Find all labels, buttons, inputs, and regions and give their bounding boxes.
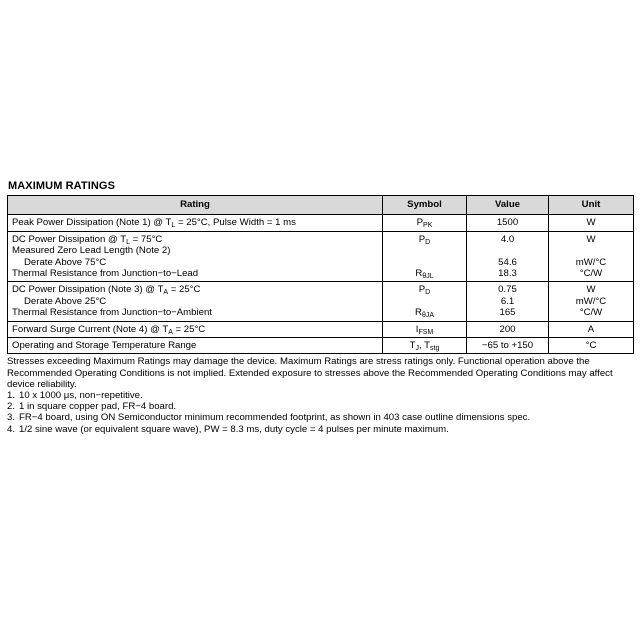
table-row bbox=[8, 321, 634, 337]
unit-cell: W mW/°C °C/W bbox=[549, 231, 634, 282]
rating-cell: DC Power Dissipation @ $T_L = 75^\circ C$ Measured Zero Lead Length (Note 2) Derate Above 75°C Thermal Resistance from Junction−to−Lead bbox=[8, 231, 383, 282]
symbol-cell: $P_D$ $R_{\theta JA}$ bbox=[383, 282, 467, 321]
footnote-item: 2. 1 in square copper pad, FR−4 board. bbox=[7, 401, 177, 413]
section-title: MAXIMUM RATINGS bbox=[8, 180, 116, 192]
value-cell: 4.0 54.6 18.3 bbox=[467, 231, 549, 282]
maximum-ratings-table bbox=[7, 195, 634, 354]
unit-cell: W mW/°C °C/W bbox=[549, 282, 634, 321]
footnotes bbox=[7, 356, 633, 434]
symbol-cell: $I_{FSM}$ bbox=[383, 321, 467, 337]
value-cell: −65 to +150 bbox=[467, 338, 549, 354]
footnote-item: 1. 10 x 1000 μs, non−repetitive. bbox=[7, 390, 143, 402]
unit-cell: W bbox=[549, 215, 634, 231]
table-row bbox=[8, 231, 634, 282]
value-cell: 1500 bbox=[467, 215, 549, 231]
column-header-unit: Unit bbox=[549, 196, 634, 215]
stress-note: Stresses exceeding Maximum Ratings may damage the device. Maximum Ratings are stress ratings only. Functional operation above the Recommended Operating Conditions is not implied. Extended exposure to stresses above the Recommended Operating Conditions may affect device reliability. bbox=[7, 356, 613, 390]
symbol-cell: $P_{PK}$ bbox=[383, 215, 467, 231]
rating-cell: DC Power Dissipation (Note 3) @ $T_A = 25^\circ C$ Derate Above 25°C Thermal Resistance from Junction−to−Ambient bbox=[8, 282, 383, 321]
column-header-value: Value bbox=[467, 196, 549, 215]
rating-cell: Forward Surge Current (Note 4) @ $T_A = 25^\circ C$ bbox=[8, 321, 383, 337]
column-header-rating: Rating bbox=[8, 196, 383, 215]
column-header-symbol: Symbol bbox=[383, 196, 467, 215]
unit-cell: °C bbox=[549, 338, 634, 354]
table-row bbox=[8, 338, 634, 354]
symbol-cell: $T_J$, $T_{stg}$ bbox=[383, 338, 467, 354]
value-cell: 0.75 6.1 165 bbox=[467, 282, 549, 321]
rating-cell: Peak Power Dissipation (Note 1) @ $T_L = 25^\circ C$, Pulse Width = 1 ms bbox=[8, 215, 383, 231]
table-header-row bbox=[8, 196, 634, 215]
symbol-cell: $P_D$ $R_{\theta JL}$ bbox=[383, 231, 467, 282]
datasheet-section bbox=[7, 180, 633, 435]
table-row bbox=[8, 215, 634, 231]
footnote-item: 3. FR−4 board, using ON Semiconductor minimum recommended footprint, as shown in 403 case outline dimensions spec. bbox=[7, 412, 531, 424]
unit-cell: A bbox=[549, 321, 634, 337]
table-row bbox=[8, 282, 634, 321]
footnote-item: 4. 1/2 sine wave (or equivalent square wave), PW = 8.3 ms, duty cycle = 4 pulses per minute maximum. bbox=[7, 423, 449, 435]
value-cell: 200 bbox=[467, 321, 549, 337]
rating-cell: Operating and Storage Temperature Range bbox=[8, 338, 383, 354]
